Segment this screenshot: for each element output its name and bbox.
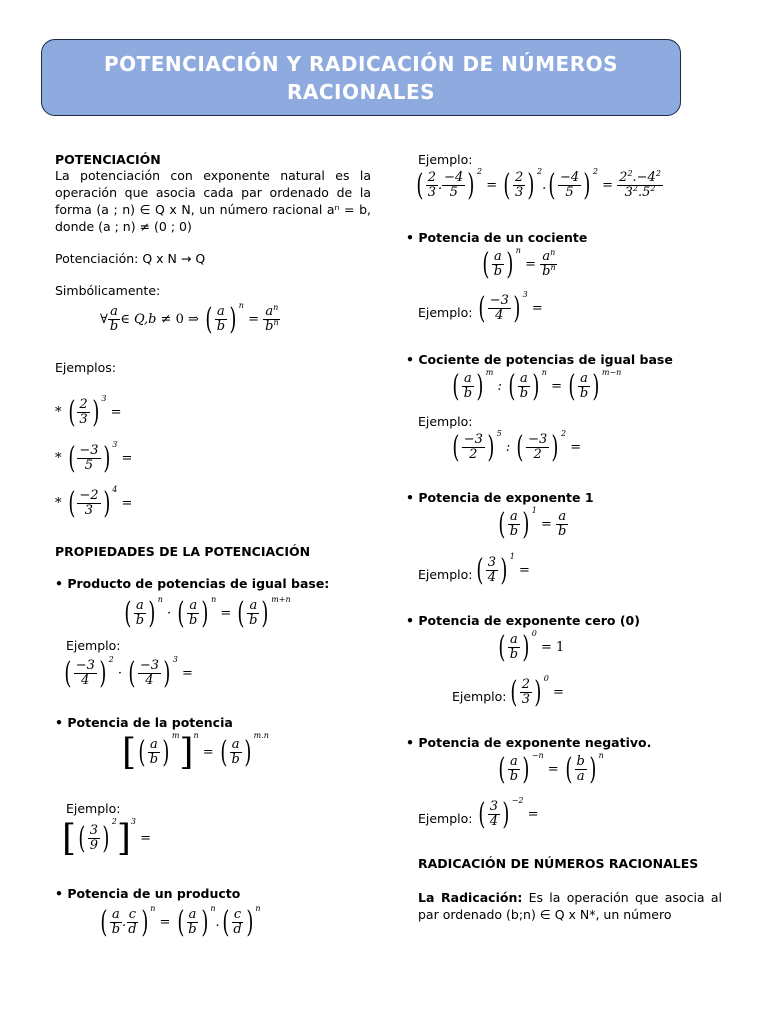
cociente-potencias-example: ( $\frac{-3}{2}$ ) $^5$ : ( $\frac{-3}{2}$ ) $^2$ = [452, 429, 582, 465]
cociente-potencias-heading: • Cociente de potencias de igual base [406, 352, 673, 367]
exponente-uno-heading: • Potencia de exponente 1 [406, 490, 594, 505]
exponente-negativo-example: ( $\frac{3}{4}$ ) $^{-2}$ = [478, 796, 539, 832]
simbolicamente-label: Simbólicamente: [55, 283, 161, 298]
potencia-potencia-example: [( $\frac{3}{9}$ ) $^2$]$^3$ = [62, 817, 152, 859]
cociente-example-intro: ( $\frac{2}{3}$ . $\frac{-4}{5}$ ) $^2$ = ( $\frac{2}{3}$ ) $^2$.( $\frac{-4}{5}$ ) $^2$ = $\frac{2^2.-4^2}{3^2.5^2}$ [416, 167, 661, 203]
exponente-uno-formula: ( $\frac{a}{b}$ ) $^1$ = $\frac{a}{b}$ [498, 506, 567, 542]
potencia-cociente-heading: • Potencia de un cociente [406, 230, 588, 245]
ejemplos-label: Ejemplos: [55, 360, 117, 375]
potenciacion-heading: POTENCIACIÓN [55, 152, 161, 167]
potenciacion-definition: La potenciación con exponente natural es la operación que asocia cada par ordenado de la forma (a ; n) ∈ Q x N, un número racional aⁿ = b, donde (a ; n) ≠ (0 ; 0) [55, 168, 371, 234]
exponente-cero-heading: • Potencia de exponente cero (0) [406, 613, 640, 628]
example-2: * ( $\frac{-3}{5}$ ) $^3$ = [55, 440, 133, 476]
exponente-negativo-formula: ( $\frac{a}{b}$ ) $^{-n}$ = ( $\frac{b}{a}$ ) $^n$ [498, 751, 604, 787]
potencia-cociente-formula: ( $\frac{a}{b}$ ) $^n$ = $\frac{a^n}{b^n}$ [482, 246, 556, 282]
potenciacion-mapping: Potenciación: Q x N → Q [55, 251, 206, 266]
producto-example: ( $\frac{-3}{4}$ ) $^2$ · ( $\frac{-3}{4}$ ) $^3$ = [64, 655, 193, 691]
radicacion-definition [418, 889, 722, 923]
potencia-potencia-formula: [( $\frac{a}{b}$ ) $^m$]$^n$ = ( $\frac{a}{b}$ ) $^{m.n}$ [122, 731, 269, 773]
radicacion-heading: RADICACIÓN DE NÚMEROS RACIONALES [418, 856, 699, 871]
ejemplo-label-3: Ejemplo: [418, 152, 473, 167]
potencia-cociente-example: ( $\frac{-3}{4}$ ) $^3$ = [478, 290, 543, 326]
potencia-producto-heading: • Potencia de un producto [55, 886, 241, 901]
page-title: POTENCIACIÓN Y RADICACIÓN DE NÚMEROS RACIONALES [103, 51, 619, 104]
potencia-potencia-heading: • Potencia de la potencia [55, 715, 233, 730]
exponente-cero-formula: ( $\frac{a}{b}$ ) $^0$ = 1 [498, 629, 565, 665]
exponente-negativo-heading: • Potencia de exponente negativo. [406, 735, 652, 750]
propiedades-heading: PROPIEDADES DE LA POTENCIACIÓN [55, 544, 311, 559]
ejemplo-label-5: Ejemplo: [418, 414, 473, 429]
cociente-potencias-formula: ( $\frac{a}{b}$ ) $^m$ : ( $\frac{a}{b}$ ) $^n$ = ( $\frac{a}{b}$ ) $^{m-n}$ [452, 368, 622, 404]
ejemplo-label-7: Ejemplo: [452, 689, 507, 704]
exponente-uno-example: ( $\frac{3}{4}$ ) $^1$ = [476, 552, 530, 588]
ejemplo-label-6: Ejemplo: [418, 567, 473, 582]
example-3: * ( $\frac{-2}{3}$ ) $^4$ = [55, 485, 133, 521]
exponente-cero-example: ( $\frac{2}{3}$ ) $^0$ = [510, 674, 564, 710]
potencia-producto-formula: ( $\frac{a}{b}$ . $\frac{c}{d}$ ) $^n$ = ( $\frac{a}{b}$ ) $^n$.( $\frac{c}{d}$ ) $^n$ [100, 904, 261, 940]
producto-potencias-heading: • Producto de potencias de igual base: [55, 576, 330, 591]
producto-formula: ( $\frac{a}{b}$ ) $^n$ · ( $\frac{a}{b}$ ) $^n$ = ( $\frac{a}{b}$ ) $^{m+n}$ [124, 595, 291, 631]
title-banner [41, 39, 681, 116]
radicacion-label: La Radicación: [418, 890, 523, 905]
radicacion-text: Es la operación que asocia al par ordenado (b;n) ∈ Q x N*, un número [418, 890, 722, 922]
ejemplo-label-2: Ejemplo: [66, 801, 121, 816]
ejemplo-label-8: Ejemplo: [418, 811, 473, 826]
ejemplo-label-1: Ejemplo: [66, 638, 121, 653]
definition-formula: ∀ $\frac{a}{b}$ ∈ Q,b ≠ 0 ⇒ ( $\frac{a}{b}$ ) $^n$ = $\frac{a^n}{b^n}$ [100, 301, 279, 337]
ejemplo-label-4: Ejemplo: [418, 305, 473, 320]
example-1: * ( $\frac{2}{3}$ ) $^3$ = [55, 394, 122, 430]
